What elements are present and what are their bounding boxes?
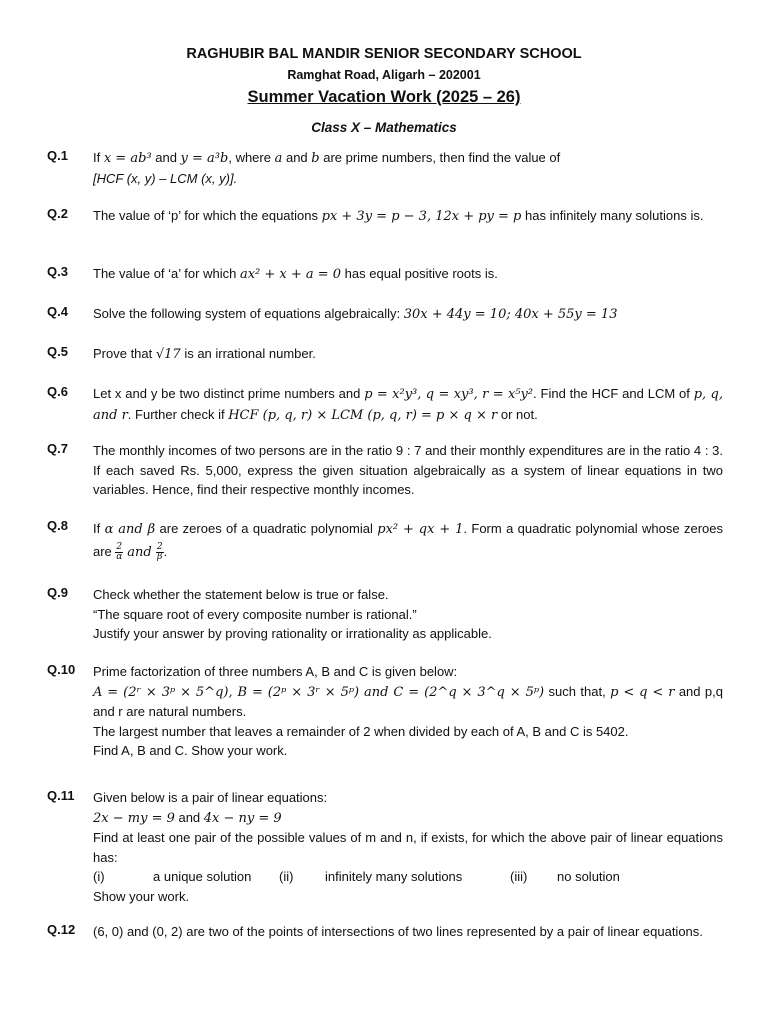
text: . Form a quadratic polynomial whose zeroes are [93, 521, 724, 559]
text: has infinitely many solutions is. [521, 208, 704, 223]
question-12 [47, 922, 723, 942]
question-number: Q.1 [47, 148, 68, 163]
text: Find A, B and C. Show your work. [93, 743, 288, 758]
question-5 [47, 344, 723, 365]
math: and [123, 545, 156, 560]
page-title-text: Summer Vacation Work (2025 – 26) [247, 88, 521, 106]
question-number: Q.4 [47, 304, 68, 319]
text: (6, 0) and (0, 2) are two of the points of intersections of two lines represented by a pair of linear equations. [93, 924, 703, 939]
text: and p,q and r are natural numbers. [93, 683, 723, 719]
math: ax² + x + a = 0 [239, 267, 342, 282]
text: Find at least one pair of the possible values of m and n, if exists, for which the above pair of linear equations has: [93, 830, 723, 865]
question-number: Q.12 [47, 922, 76, 937]
text: is an irrational number. [180, 346, 316, 361]
text: . [163, 544, 168, 559]
question-number: Q.11 [47, 788, 75, 803]
question-1 [47, 148, 723, 188]
option-text: infinitely many solutions [325, 869, 463, 884]
text: The value of ‘a’ for which [93, 266, 240, 281]
text: Check whether the statement below is true or false. [93, 587, 389, 602]
question-text [93, 264, 723, 285]
question-text [93, 441, 723, 500]
question-number: Q.7 [47, 441, 68, 456]
text: and [151, 150, 181, 165]
question-text [93, 304, 723, 325]
school-address: Ramghat Road, Aligarh – 202001 [287, 68, 481, 82]
text: . Further check if [127, 406, 229, 422]
text: The monthly incomes of two persons are in the ratio 9 : 7 and their monthly expenditures are in the ratio 4 : 3. If each saved Rs. 5,000, express the given situation algebraically as a system of linear equations in two variables. Hence, find their respective monthly incomes. [93, 443, 723, 497]
math: x = ab³ [103, 151, 152, 166]
text: Given below is a pair of linear equations: [93, 790, 328, 805]
question-text [93, 585, 723, 644]
math: b [311, 151, 320, 166]
math: α and β [104, 522, 156, 537]
fraction [156, 543, 164, 562]
math: √17 [155, 347, 181, 362]
question-2 [47, 206, 723, 227]
question-number: Q.2 [47, 206, 68, 221]
math: 2x − my = 9 [93, 810, 175, 826]
math: A = (2ʳ × 3ᵖ × 5^q), B = (2ᵖ × 3ʳ × 5ᵖ) and C = (2^q × 3^q × 5ᵖ) [93, 684, 545, 700]
text: If [93, 521, 105, 536]
option-number: (ii) [279, 869, 294, 884]
question-number: Q.10 [47, 662, 76, 677]
question-text [93, 788, 723, 906]
school-name: RAGHUBIR BAL MANDIR SENIOR SECONDARY SCHOOL [186, 46, 582, 62]
text: are zeroes of a quadratic polynomial [155, 521, 378, 536]
text: Show your work. [93, 888, 190, 904]
math: px + 3y = p − 3, 12x + py = p [321, 209, 522, 224]
question-8 [47, 518, 723, 564]
text: “The square root of every composite number is rational.” [93, 606, 417, 622]
text: Solve the following system of equations algebraically: [93, 306, 404, 321]
question-number: Q.9 [47, 585, 68, 600]
text: Justify your answer by proving rationality or irrationality as applicable. [93, 626, 492, 641]
text: and [174, 809, 204, 825]
question-3 [47, 264, 723, 285]
text: are prime numbers, then find the value of [319, 150, 561, 165]
numerator: 2 [156, 542, 163, 553]
question-10 [47, 662, 723, 761]
denominator: α [116, 552, 123, 563]
text: If [93, 150, 104, 165]
question-number: Q.6 [47, 384, 68, 399]
math: p, q, and r [93, 387, 723, 423]
question-7 [47, 441, 723, 500]
text: . Find the HCF and LCM of [533, 386, 694, 401]
text: , where [228, 150, 275, 165]
fraction [115, 543, 123, 562]
text: or not. [497, 406, 538, 422]
question-text [93, 662, 723, 761]
question-text [93, 206, 723, 227]
math: a [274, 151, 283, 166]
question-11 [47, 788, 723, 906]
text: Prove that [93, 346, 156, 361]
option-number: (iii) [510, 869, 528, 884]
option-text: no solution [557, 869, 620, 884]
question-number: Q.5 [47, 344, 68, 359]
text: such that, [544, 683, 611, 699]
math: HCF (p, q, r) × LCM (p, q, r) = p × q × r [228, 407, 498, 423]
numerator: 2 [116, 542, 123, 553]
question-text [93, 518, 723, 564]
question-text [93, 344, 723, 365]
math: p < q < r [610, 684, 675, 700]
text: Prime factorization of three numbers A, B and C is given below: [93, 664, 458, 679]
math: px² + qx + 1 [377, 522, 464, 537]
class-subject: Class X – Mathematics [311, 120, 457, 135]
question-6 [47, 384, 723, 425]
question-4 [47, 304, 723, 325]
text: [HCF (x, y) – LCM (x, y)]. [93, 170, 238, 186]
question-number: Q.3 [47, 264, 68, 279]
question-number: Q.8 [47, 518, 68, 533]
denominator: β [157, 552, 163, 563]
text: The largest number that leaves a remainder of 2 when divided by each of A, B and C is 5402. [93, 723, 629, 739]
math: 4x − ny = 9 [203, 810, 282, 826]
question-text [93, 384, 723, 425]
math: p = x²y³, q = xy³, r = x⁵y² [364, 387, 534, 402]
option-number: (i) [93, 869, 105, 884]
text: The value of ‘p’ for which the equations [93, 208, 322, 223]
math: 30x + 44y = 10; 40x + 55y = 13 [403, 307, 618, 322]
text: has equal positive roots is. [341, 266, 498, 281]
page-title [0, 88, 768, 107]
question-9 [47, 585, 723, 644]
option-text: a unique solution [153, 869, 252, 884]
question-text [93, 922, 723, 942]
options-row [93, 867, 723, 887]
math: y = a³b [180, 151, 229, 166]
text: and [282, 150, 312, 165]
question-text [93, 148, 723, 188]
text: Let x and y be two distinct prime numbers and [93, 386, 365, 401]
